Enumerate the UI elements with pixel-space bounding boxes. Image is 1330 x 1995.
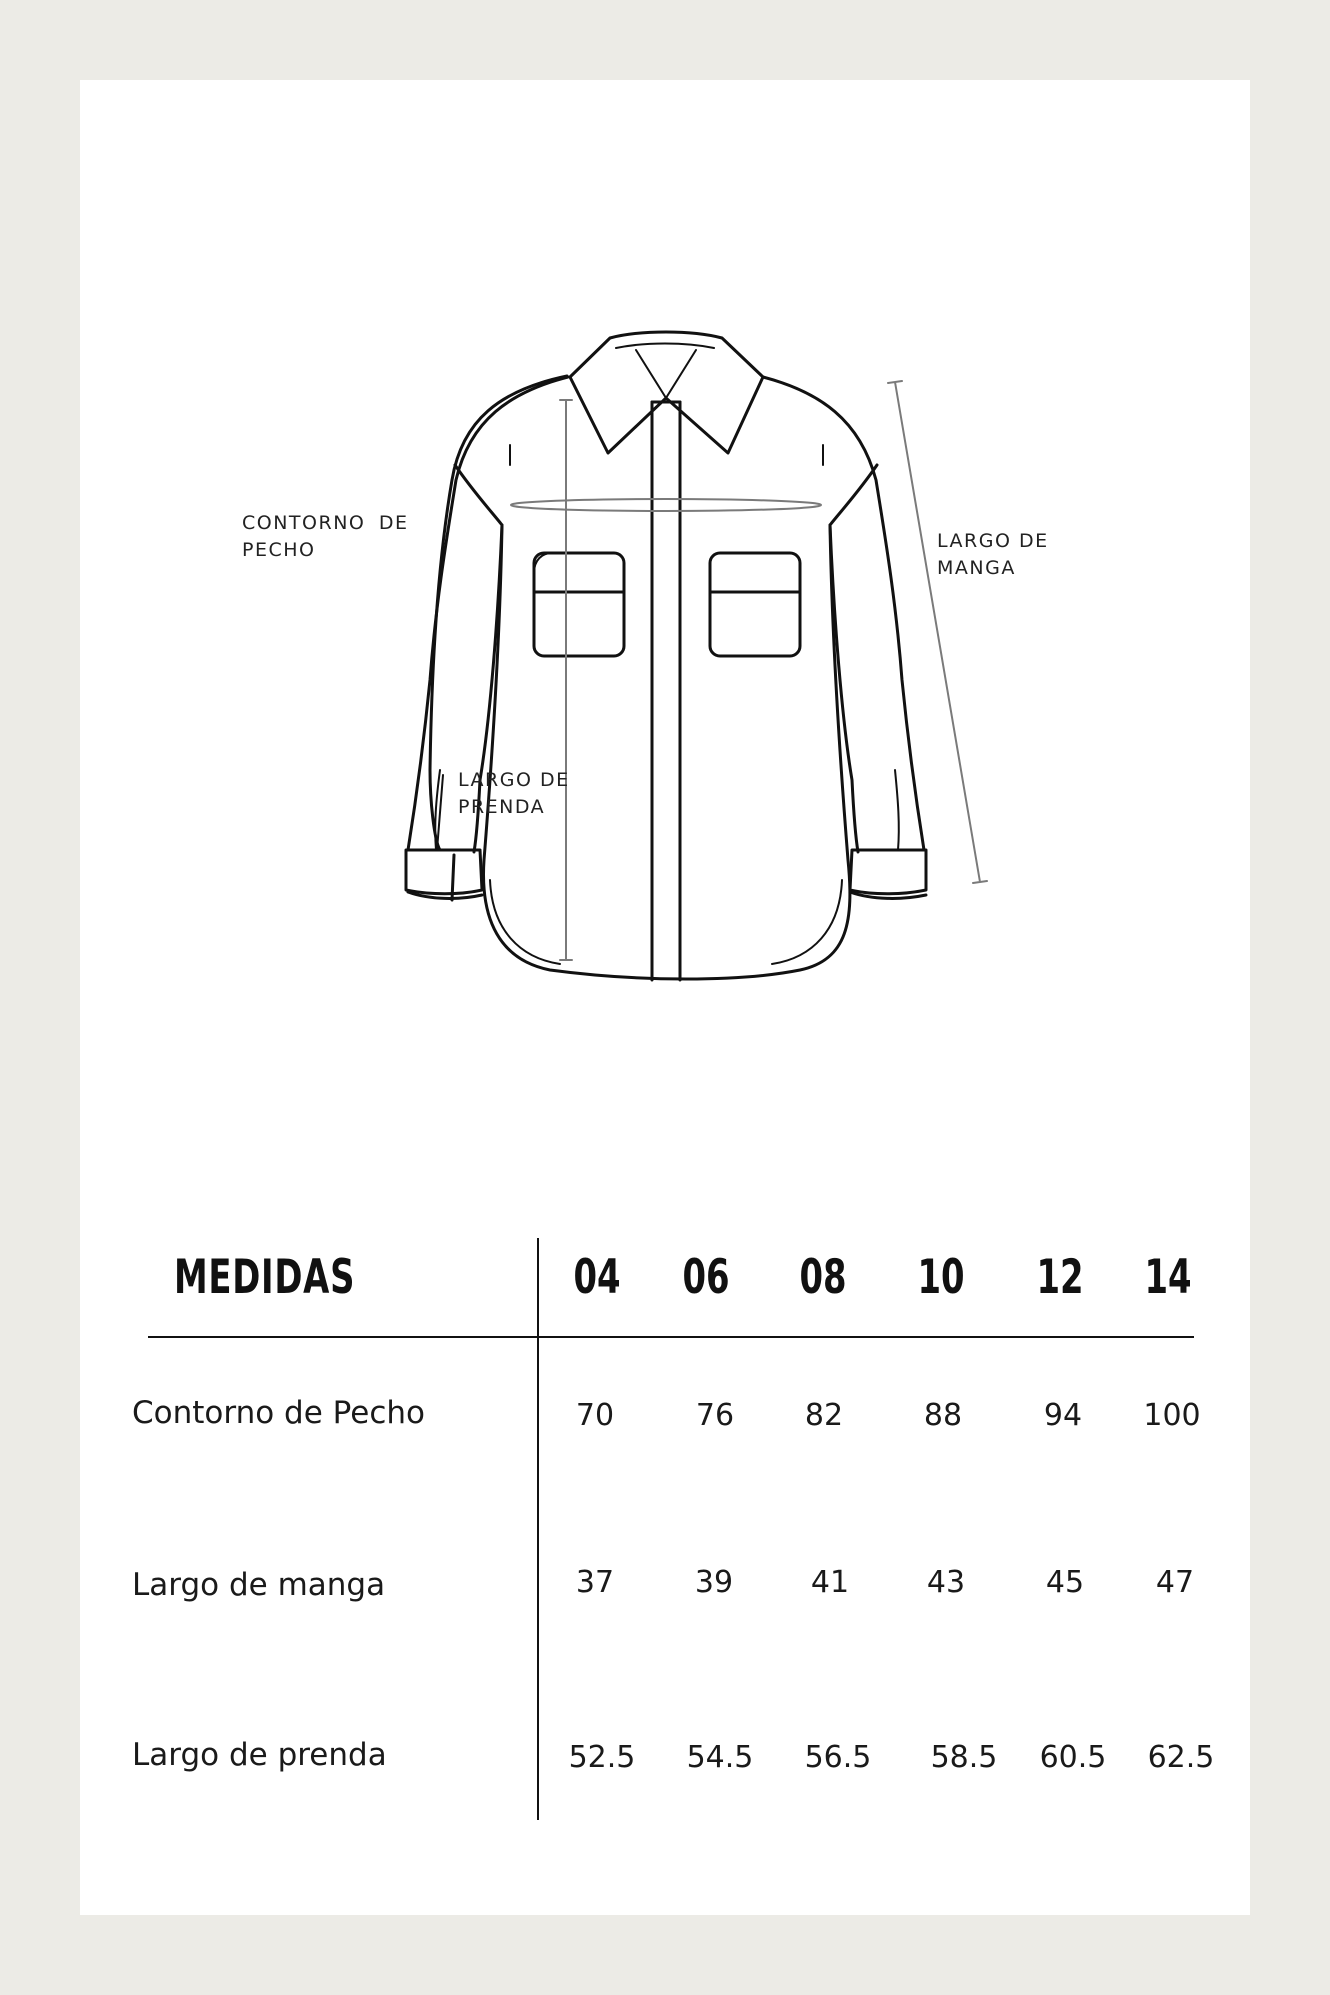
table-cell: 37 [575, 1565, 615, 1600]
shirt-illustration [80, 80, 1250, 1160]
table-vertical-divider [537, 1238, 539, 1820]
table-cell: 76 [695, 1398, 735, 1433]
table-cell: 41 [810, 1565, 850, 1600]
size-header-14: 14 [1144, 1250, 1192, 1305]
table-cell: 39 [694, 1565, 734, 1600]
table-cell: 45 [1045, 1565, 1085, 1600]
size-header-04: 04 [573, 1250, 621, 1305]
table-cell: 70 [575, 1398, 615, 1433]
table-cell: 60.5 [1039, 1740, 1107, 1775]
size-header-10: 10 [917, 1250, 965, 1305]
table-cell: 62.5 [1147, 1740, 1215, 1775]
table-cell: 82 [804, 1398, 844, 1433]
row-label-chest: Contorno de Pecho [132, 1395, 425, 1431]
size-header-06: 06 [682, 1250, 730, 1305]
size-header-08: 08 [799, 1250, 847, 1305]
table-cell: 88 [923, 1398, 963, 1433]
size-chart-sheet [80, 80, 1250, 1915]
table-cell: 58.5 [930, 1740, 998, 1775]
table-cell: 94 [1043, 1398, 1083, 1433]
garment-length-label: LARGO DE PRENDA [458, 769, 570, 818]
table-cell: 100 [1143, 1398, 1201, 1433]
table-cell: 52.5 [568, 1740, 636, 1775]
shirt-diagram [80, 80, 1250, 1160]
chest-label: CONTORNO DE PECHO [242, 512, 409, 561]
table-cell: 47 [1155, 1565, 1195, 1600]
size-header-12: 12 [1036, 1250, 1084, 1305]
table-cell: 43 [926, 1565, 966, 1600]
row-label-garment-length: Largo de prenda [132, 1737, 387, 1773]
table-cell: 56.5 [804, 1740, 872, 1775]
table-title: MEDIDAS [174, 1250, 356, 1305]
table-cell: 54.5 [686, 1740, 754, 1775]
sleeve-length-label: LARGO DE MANGA [937, 530, 1049, 579]
row-label-sleeve: Largo de manga [132, 1567, 386, 1603]
table-horizontal-divider [148, 1336, 1194, 1338]
